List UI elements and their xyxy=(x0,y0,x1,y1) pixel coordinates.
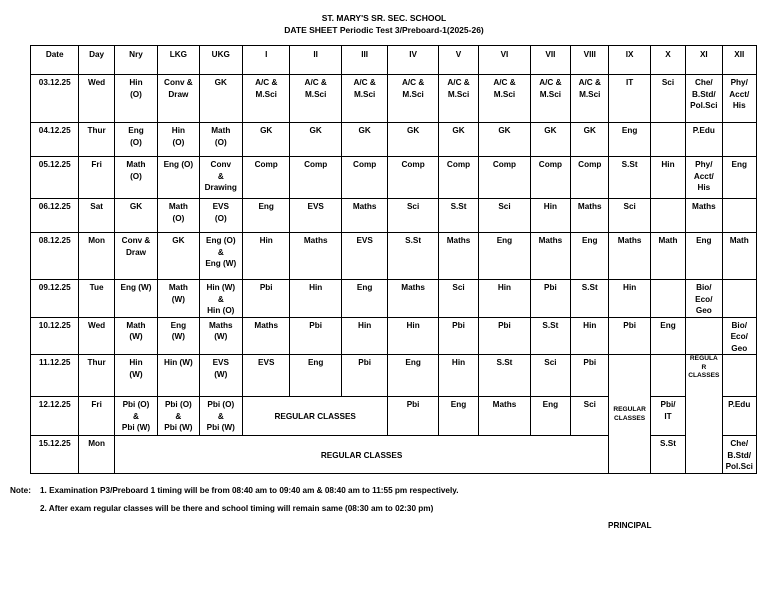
note-line-1: 1. Examination P3/Preboard 1 timing will be from 08:40 am to 09:40 am & 08:40 am to 11:55 pm respectively. xyxy=(40,486,459,495)
subject-cell: Maths (W) xyxy=(199,317,242,355)
subject-cell: Math (W) xyxy=(114,317,157,355)
subject-cell: S.St xyxy=(530,317,570,355)
date-cell: 06.12.25 xyxy=(31,199,79,233)
subject-cell: A/C & M.Sci xyxy=(571,75,609,123)
subject-cell: Sci xyxy=(650,75,685,123)
subject-cell: Sci xyxy=(571,397,609,436)
subject-cell: Comp xyxy=(438,157,478,199)
subject-cell: Hin (W) & Hin (O) xyxy=(199,280,242,318)
subject-cell: Eng xyxy=(388,355,438,397)
subject-cell: GK xyxy=(114,199,157,233)
subject-cell: P.Edu xyxy=(722,397,757,436)
col-header-xi: XI xyxy=(686,46,722,75)
day-cell: Fri xyxy=(79,157,114,199)
subject-cell: Eng xyxy=(290,355,341,397)
date-sheet-title: DATE SHEET Periodic Test 3/Preboard-1(2025-26) xyxy=(284,25,484,35)
subject-cell: Hin xyxy=(290,280,341,318)
date-cell: 04.12.25 xyxy=(31,123,79,157)
subject-cell xyxy=(686,317,722,355)
subject-cell: Pbi xyxy=(609,317,650,355)
subject-cell: S.St xyxy=(479,355,530,397)
table-row xyxy=(31,317,757,355)
subject-cell: Maths xyxy=(479,397,530,436)
day-cell: Wed xyxy=(79,317,114,355)
subject-cell: EVS xyxy=(341,233,387,280)
date-cell: 05.12.25 xyxy=(31,157,79,199)
col-header-day: Day xyxy=(79,46,114,75)
subject-cell: Sci xyxy=(388,199,438,233)
subject-cell: Pbi xyxy=(388,397,438,436)
regular-classes-i-iii-cell: REGULAR CLASSES xyxy=(242,397,387,436)
subject-cell: Hin xyxy=(609,280,650,318)
subject-cell: Hin xyxy=(479,280,530,318)
subject-cell: Eng xyxy=(609,123,650,157)
date-cell: 09.12.25 xyxy=(31,280,79,318)
xi-regular-classes-cell: REGULA R CLASSES xyxy=(686,355,722,474)
subject-cell: Hin xyxy=(438,355,478,397)
ix-regular-classes-cell: REGULAR CLASSES xyxy=(609,355,650,474)
col-header-iv: IV xyxy=(388,46,438,75)
subject-cell: Comp xyxy=(571,157,609,199)
subject-cell: Math xyxy=(722,233,757,280)
subject-cell: Sci xyxy=(609,199,650,233)
subject-cell: Eng xyxy=(686,233,722,280)
subject-cell: Bio/ Eco/ Geo xyxy=(686,280,722,318)
subject-cell: Hin xyxy=(388,317,438,355)
subject-cell: Pbi (O) & Pbi (W) xyxy=(114,397,157,436)
subject-cell: Pbi xyxy=(242,280,289,318)
subject-cell: GK xyxy=(438,123,478,157)
subject-cell: Sci xyxy=(438,280,478,318)
subject-cell: EVS xyxy=(290,199,341,233)
subject-cell: GK xyxy=(158,233,199,280)
subject-cell: Comp xyxy=(388,157,438,199)
subject-cell: Comp xyxy=(530,157,570,199)
subject-cell xyxy=(650,123,685,157)
subject-cell: Che/ B.Std/ Pol.Sci xyxy=(686,75,722,123)
subject-cell: GK xyxy=(290,123,341,157)
subject-cell: Eng xyxy=(438,397,478,436)
subject-cell: A/C & M.Sci xyxy=(530,75,570,123)
header-row xyxy=(31,46,757,75)
subject-cell: Maths xyxy=(290,233,341,280)
subject-cell: Maths xyxy=(609,233,650,280)
subject-cell: Hin (W) xyxy=(158,355,199,397)
subject-cell: Maths xyxy=(686,199,722,233)
regular-classes-nry-viii-cell: REGULAR CLASSES xyxy=(114,436,609,474)
subject-cell xyxy=(650,280,685,318)
subject-cell: Eng xyxy=(650,317,685,355)
subject-cell: GK xyxy=(388,123,438,157)
note-line-2: 2. After exam regular classes will be there and school timing will remain same (08:30 am to 02:30 pm) xyxy=(40,504,434,513)
subject-cell: Eng (O) xyxy=(114,123,157,157)
subject-cell: Phy/ Acct/ His xyxy=(686,157,722,199)
day-cell: Thur xyxy=(79,123,114,157)
subject-cell: S.St xyxy=(650,436,685,474)
subject-cell: GK xyxy=(571,123,609,157)
subject-cell: Eng (O) & Eng (W) xyxy=(199,233,242,280)
subject-cell xyxy=(722,280,757,318)
subject-cell: Math (W) xyxy=(158,280,199,318)
subject-cell: GK xyxy=(242,123,289,157)
subject-cell: Maths xyxy=(388,280,438,318)
subject-cell: Bio/ Eco/ Geo xyxy=(722,317,757,355)
subject-cell: Hin xyxy=(341,317,387,355)
subject-cell: Hin (O) xyxy=(158,123,199,157)
date-sheet-table xyxy=(30,45,757,474)
col-header-viii: VIII xyxy=(571,46,609,75)
subject-cell: EVS xyxy=(242,355,289,397)
principal-signature-label: PRINCIPAL xyxy=(608,521,652,530)
date-cell: 08.12.25 xyxy=(31,233,79,280)
subject-cell: Math (O) xyxy=(199,123,242,157)
subject-cell xyxy=(722,123,757,157)
col-header-ix: IX xyxy=(609,46,650,75)
subject-cell: Maths xyxy=(571,199,609,233)
subject-cell: P.Edu xyxy=(686,123,722,157)
subject-cell: Conv & Draw xyxy=(114,233,157,280)
day-cell: Mon xyxy=(79,233,114,280)
subject-cell: Comp xyxy=(479,157,530,199)
date-cell: 11.12.25 xyxy=(31,355,79,397)
subject-cell: GK xyxy=(479,123,530,157)
subject-cell: Comp xyxy=(341,157,387,199)
subject-cell: Math xyxy=(650,233,685,280)
subject-cell: Eng (O) xyxy=(158,157,199,199)
col-header-v: V xyxy=(438,46,478,75)
subject-cell: Eng xyxy=(341,280,387,318)
subject-cell: Maths xyxy=(242,317,289,355)
subject-cell: Pbi xyxy=(571,355,609,397)
subject-cell: Conv & Draw xyxy=(158,75,199,123)
subject-cell: A/C & M.Sci xyxy=(290,75,341,123)
day-cell: Mon xyxy=(79,436,114,474)
subject-cell: EVS (W) xyxy=(199,355,242,397)
table-row xyxy=(31,157,757,199)
subject-cell: S.St xyxy=(571,280,609,318)
table-row xyxy=(31,123,757,157)
subject-cell: Pbi xyxy=(290,317,341,355)
table-row xyxy=(31,233,757,280)
col-header-vi: VI xyxy=(479,46,530,75)
subject-cell: Phy/ Acct/ His xyxy=(722,75,757,123)
subject-cell: Eng xyxy=(530,397,570,436)
subject-cell: Math (O) xyxy=(114,157,157,199)
col-header-vii: VII xyxy=(530,46,570,75)
date-cell: 10.12.25 xyxy=(31,317,79,355)
subject-cell: A/C & M.Sci xyxy=(388,75,438,123)
col-header-xii: XII xyxy=(722,46,757,75)
school-name: ST. MARY'S SR. SEC. SCHOOL xyxy=(321,13,447,23)
subject-cell: A/C & M.Sci xyxy=(242,75,289,123)
subject-cell: Eng xyxy=(571,233,609,280)
col-header-i: I xyxy=(242,46,289,75)
subject-cell xyxy=(650,199,685,233)
subject-cell: GK xyxy=(530,123,570,157)
table-row xyxy=(31,355,757,397)
day-cell: Tue xyxy=(79,280,114,318)
subject-cell: Eng xyxy=(242,199,289,233)
subject-cell: A/C & M.Sci xyxy=(479,75,530,123)
col-header-ii: II xyxy=(290,46,341,75)
subject-cell xyxy=(722,355,757,397)
subject-cell: Hin (W) xyxy=(114,355,157,397)
subject-cell: S.St xyxy=(438,199,478,233)
subject-cell: GK xyxy=(199,75,242,123)
subject-cell: Sci xyxy=(530,355,570,397)
subject-cell: Pbi xyxy=(479,317,530,355)
subject-cell: Maths xyxy=(438,233,478,280)
subject-cell: Pbi/ IT xyxy=(650,397,685,436)
subject-cell: S.St xyxy=(388,233,438,280)
subject-cell: Hin xyxy=(530,199,570,233)
subject-cell: EVS (O) xyxy=(199,199,242,233)
subject-cell: Pbi xyxy=(341,355,387,397)
col-header-nry: Nry xyxy=(114,46,157,75)
table-row xyxy=(31,75,757,123)
subject-cell: Che/ B.Std/ Pol.Sci xyxy=(722,436,757,474)
subject-cell: Comp xyxy=(290,157,341,199)
col-header-x: X xyxy=(650,46,685,75)
subject-cell: Eng (W) xyxy=(158,317,199,355)
date-cell: 12.12.25 xyxy=(31,397,79,436)
subject-cell: GK xyxy=(341,123,387,157)
subject-cell xyxy=(650,355,685,397)
day-cell: Sat xyxy=(79,199,114,233)
subject-cell: Pbi (O) & Pbi (W) xyxy=(158,397,199,436)
table-row xyxy=(31,280,757,318)
subject-cell: IT xyxy=(609,75,650,123)
note-label: Note: xyxy=(10,486,31,495)
table-row xyxy=(31,199,757,233)
date-cell: 03.12.25 xyxy=(31,75,79,123)
subject-cell: Sci xyxy=(479,199,530,233)
subject-cell: A/C & M.Sci xyxy=(341,75,387,123)
subject-cell: Hin xyxy=(571,317,609,355)
subject-cell xyxy=(722,199,757,233)
subject-cell: Eng xyxy=(722,157,757,199)
day-cell: Wed xyxy=(79,75,114,123)
subject-cell: Hin (O) xyxy=(114,75,157,123)
subject-cell: Pbi xyxy=(530,280,570,318)
subject-cell: Math (O) xyxy=(158,199,199,233)
day-cell: Thur xyxy=(79,355,114,397)
subject-cell: Conv & Drawing xyxy=(199,157,242,199)
subject-cell: Pbi xyxy=(438,317,478,355)
subject-cell: Eng (W) xyxy=(114,280,157,318)
subject-cell: S.St xyxy=(609,157,650,199)
subject-cell: Comp xyxy=(242,157,289,199)
subject-cell: Maths xyxy=(530,233,570,280)
date-cell: 15.12.25 xyxy=(31,436,79,474)
col-header-iii: III xyxy=(341,46,387,75)
subject-cell: A/C & M.Sci xyxy=(438,75,478,123)
col-header-ukg: UKG xyxy=(199,46,242,75)
col-header-date: Date xyxy=(31,46,79,75)
day-cell: Fri xyxy=(79,397,114,436)
subject-cell: Eng xyxy=(479,233,530,280)
subject-cell: Maths xyxy=(341,199,387,233)
col-header-lkg: LKG xyxy=(158,46,199,75)
subject-cell: Hin xyxy=(650,157,685,199)
subject-cell: Pbi (O) & Pbi (W) xyxy=(199,397,242,436)
subject-cell: Hin xyxy=(242,233,289,280)
